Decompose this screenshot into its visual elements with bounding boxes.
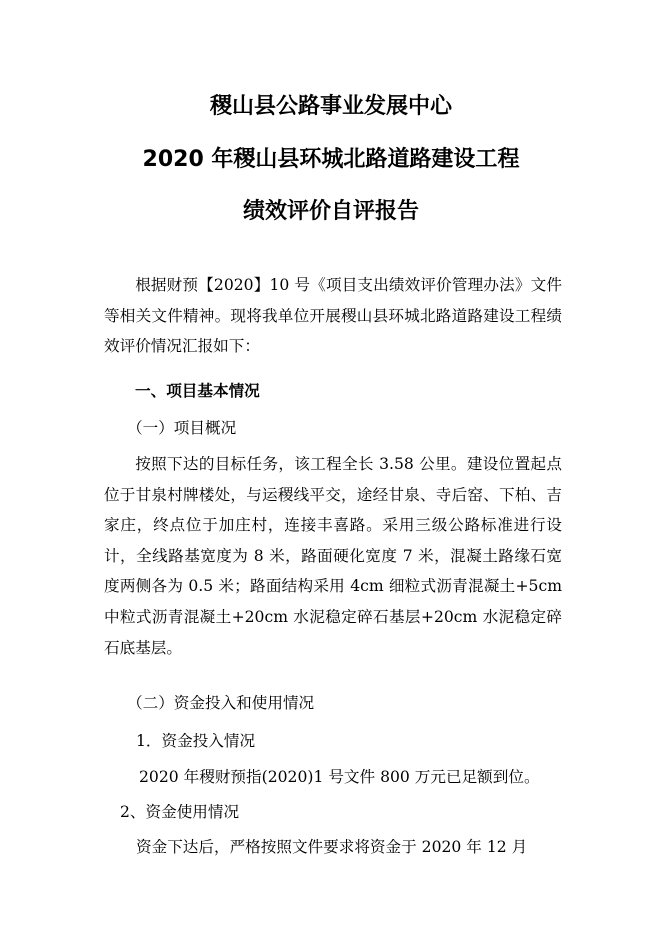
subsection-heading-overview: （一）项目概况 (127, 419, 237, 437)
title-project: 2020 年稷山县环城北路道路建设工程 (142, 147, 520, 172)
funding-use-text: 资金下达后，严格按照文件要求将资金于 2020 年 12 月 (136, 838, 528, 856)
item-heading-funding-input: 1．资金投入情况 (136, 732, 256, 750)
subsection-heading-funding: （二）资金投入和使用情况 (127, 694, 315, 712)
overview-paragraph: 按照下达的目标任务，该工程全长 3.58 公里。建设位置起点位于甘泉村牌楼处，与运稷线平交，途经甘泉、寺后窑、下柏、吉家庄，终点位于加庄村，连接丰喜路。采用三级公路标准进行设计，全线路基宽度为 8 米，路面硬化宽度 7 米，混凝土路缘石宽度两侧各为 0.5 米；路面结构采用 4cm 细粒式沥青混凝土+5cm 中粒式沥青混凝土+20cm 水泥稳定碎石基层+20cm 水泥稳定碎石底基层。 (104, 455, 562, 657)
title-organization: 稷山县公路事业发展中心 (209, 94, 452, 119)
funding-input-text: 2020 年稷财预指(2020)1 号文件 800 万元已足额到位。 (139, 768, 540, 786)
intro-paragraph: 根据财预【2020】10 号《项目支出绩效评价管理办法》文件等相关文件精神。现将我单位开展稷山县环城北路道路建设工程绩效评价情况汇报如下： (104, 276, 562, 356)
section-heading-basic-info: 一、项目基本情况 (135, 382, 260, 400)
title-report: 绩效评价自评报告 (242, 199, 419, 224)
item-heading-funding-use: 2、资金使用情况 (120, 803, 240, 821)
